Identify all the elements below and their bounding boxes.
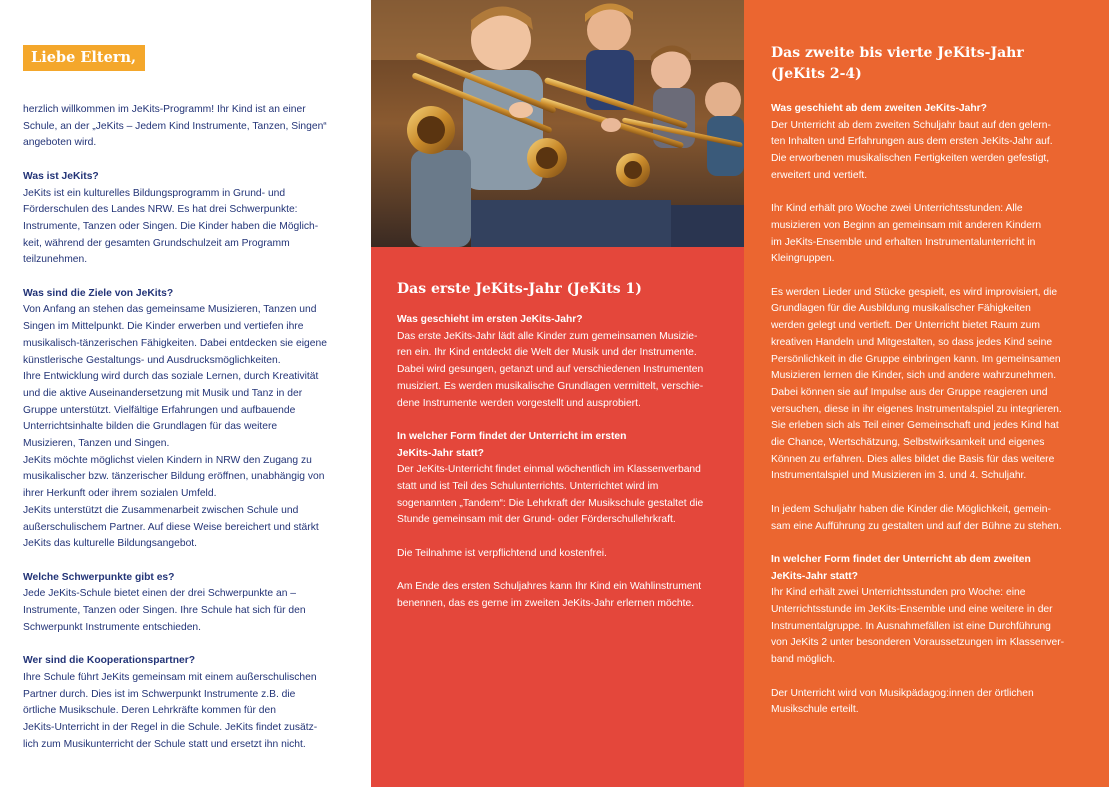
text-line: Ihre Entwicklung wird durch das soziale Lernen, durch Kreativität <box>23 371 319 383</box>
text-line: teilzunehmen. <box>23 254 88 266</box>
text-line: künstlerische Gestaltungs- und Ausdrucksmöglichkeiten. <box>23 354 281 366</box>
text-line: musikalisch-tänzerischen Fähigkeiten. Dabei entdecken sie eigene <box>23 337 327 349</box>
text-line: benennen, das es gerne im zweiten JeKits-Jahr erlernen möchte. <box>397 597 695 609</box>
left-column <box>0 0 371 787</box>
text-line: ten Inhalten und Erfahrungen aus dem ersten JeKits-Jahr auf. <box>771 136 1053 148</box>
text-line: Schwerpunkt Instrumente entschieden. <box>23 621 202 633</box>
text-line: Förderschulen des Landes NRW. Es hat drei Schwerpunkte: <box>23 204 298 216</box>
greeting-badge: Liebe Eltern, <box>23 45 145 71</box>
text-line: Der Unterricht ab dem zweiten Schuljahr baut auf den gelern- <box>771 119 1051 131</box>
section-heading-form-first-year: JeKits-Jahr statt? <box>397 447 484 459</box>
text-line: statt und ist Teil des Schulunterrichts. Unterrichtet wird im <box>397 481 659 493</box>
text-line: Der JeKits-Unterricht findet einmal wöchentlich im Klassenverband <box>397 464 701 476</box>
jekits-2-4-title: Das zweite bis vierte JeKits-Jahr (JeKits 2-4) <box>771 45 1024 82</box>
text-line: Ihr Kind erhält zwei Unterrichtsstunden pro Woche: eine <box>771 587 1026 599</box>
section-heading-first-year: Was geschieht im ersten JeKits-Jahr? <box>397 314 583 325</box>
text-line: von JeKits 2 unter besonderen Voraussetzungen im Klassenver- <box>771 637 1065 649</box>
text-line: versuchen, diese in ihr eigenes Instrumentalspiel zu integrieren. <box>771 403 1062 415</box>
section-heading-what-is: Was ist JeKits? <box>23 170 99 182</box>
text-line: Grundlagen für die Ausbildung musikalischer Fähigkeiten <box>771 303 1031 315</box>
section-heading-form-first-year: In welcher Form findet der Unterricht im ersten <box>397 430 627 442</box>
text-line: Gruppe unterstützt. Vielfältige Erfahrungen und aufbauende <box>23 404 296 416</box>
text-line: ren ein. Ihr Kind entdeckt die Welt der Musik und der Instrumente. <box>397 347 697 359</box>
section-heading-partners: Wer sind die Kooperationspartner? <box>23 655 196 667</box>
text-line: Am Ende des ersten Schuljahres kann Ihr Kind ein Wahlinstrument <box>397 581 702 593</box>
text-line: Singen im Mittelpunkt. Die Kinder erwerben und vertiefen ihre <box>23 321 304 333</box>
text-line: In jedem Schuljahr haben die Kinder die Möglichkeit, gemein- <box>771 503 1051 515</box>
text-line: erweitert und vertieft. <box>771 169 868 181</box>
text-line: JeKits möchte möglichst vielen Kindern in NRW den Zugang zu <box>23 454 312 466</box>
text-line: musikalischer bzw. tänzerischer Bildung eröffnen, unabhängig von <box>23 471 325 483</box>
text-line: Das erste JeKits-Jahr lädt alle Kinder zum gemeinsamen Musizie- <box>397 330 698 342</box>
text-line: musizieren von Beginn an gemeinsam mit anderen Kindern <box>771 219 1042 231</box>
text-line: Die Teilnahme ist verpflichtend und kostenfrei. <box>397 547 607 559</box>
section-heading-form-second-year: JeKits-Jahr statt? <box>771 570 858 582</box>
text-line: und die aktive Auseinandersetzung mit Musik und Tanz in der <box>23 387 303 399</box>
text-line: ihrer Herkunft oder ihrem sozialen Umfeld. <box>23 488 217 500</box>
text-line: Die erworbenen musikalischen Fertigkeiten werden gefestigt, <box>771 153 1050 165</box>
text-line: JeKits unterstützt die Zusammenarbeit zwischen Schule und <box>23 504 299 516</box>
children-playing-trombones-photo <box>371 0 744 247</box>
text-line: werden gelegt und vertieft. Der Unterricht bietet Raum zum <box>771 320 1040 332</box>
left-column-text <box>23 102 358 753</box>
text-line: Sie erleben sich als Teil einer Gemeinschaft und jedes Kind hat <box>771 420 1059 432</box>
section-heading-focus: Welche Schwerpunkte gibt es? <box>23 571 175 583</box>
text-line: JeKits ist ein kulturelles Bildungsprogramm in Grund- und <box>23 187 286 199</box>
text-line: Ihre Schule führt JeKits gemeinsam mit einem außerschulischen <box>23 671 317 683</box>
text-line: die Chance, Wertschätzung, Selbstwirksamkeit und eigenes <box>771 437 1045 449</box>
text-line: JeKits das kulturelle Bildungsangebot. <box>23 538 198 550</box>
text-line: Partner durch. Dies ist im Schwerpunkt Instrumente z.B. die <box>23 688 296 700</box>
section-heading-form-second-year: In welcher Form findet der Unterricht ab dem zweiten <box>771 553 1031 565</box>
text-line: Unterrichtsstunde im JeKits-Ensemble und eine weitere in der <box>771 604 1053 616</box>
text-line: Der Unterricht wird von Musikpädagog:innen der örtlichen <box>771 687 1034 699</box>
text-line: Musizieren, Tanzen und Singen. <box>23 438 170 450</box>
text-line: Jede JeKits-Schule bietet einen der drei Schwerpunkte an – <box>23 588 297 600</box>
text-line: kreativen Handeln und Mitgestalten, so dass jedes Kind seine <box>771 336 1053 348</box>
text-line: Persönlichkeit in die Gruppe einbringen kann. Im gemeinsamen <box>771 353 1061 365</box>
text-line: keit, während der gesamten Grundschulzeit am Programm <box>23 237 290 249</box>
text-line: örtliche Musikschule. Deren Lehrkräfte kommen für den <box>23 705 276 717</box>
text-line: Es werden Lieder und Stücke gespielt, es wird improvisiert, die <box>771 286 1058 298</box>
text-line: Können zu erfahren. Dies alles bildet die Basis für das weitere <box>771 453 1055 465</box>
text-line: Instrumente, Tanzen oder Singen. Ihre Schule hat sich für den <box>23 605 306 617</box>
text-line: sogenannten „Tandem“: Die Lehrkraft der Musikschule gestaltet die <box>397 497 704 509</box>
text-line: im JeKits-Ensemble und erhalten Instrumentalunterricht in <box>771 236 1036 248</box>
text-line: lich zum Musikunterricht der Schule statt und ersetzt ihn nicht. <box>23 738 306 750</box>
middle-column-text <box>397 281 722 613</box>
text-line: außerschulischem Partner. Auf diese Weise bereichert und stärkt <box>23 521 319 533</box>
text-line: band möglich. <box>771 654 836 666</box>
text-line: Dabei wird gesungen, getanzt und auf verschiedenen Instrumenten <box>397 364 704 376</box>
text-line: JeKits-Unterricht in der Regel in die Schule. JeKits findet zusätz- <box>23 721 318 733</box>
text-line: Stunde gemeinsam mit der Grund- oder Förderschullehrkraft. <box>397 514 676 526</box>
right-column <box>744 0 1109 787</box>
section-heading-second-year: Was geschieht ab dem zweiten JeKits-Jahr? <box>771 103 987 114</box>
intro-line: angeboten wird. <box>23 137 97 149</box>
text-line: dene Instrumente werden vorgestellt und ausprobiert. <box>397 397 641 409</box>
text-line: Instrumente, Tanzen oder Singen. Die Kinder haben die Möglich- <box>23 220 319 232</box>
text-line: sam eine Aufführung zu gestalten und auf der Bühne zu stehen. <box>771 520 1062 532</box>
text-line: Von Anfang an stehen das gemeinsame Musizieren, Tanzen und <box>23 304 317 316</box>
intro-line: herzlich willkommen im JeKits-Programm! Ihr Kind ist an einer <box>23 104 306 115</box>
intro-line: Schule, an der „JeKits – Jedem Kind Instrumente, Tanzen, Singen“ <box>23 120 327 132</box>
right-column-text <box>771 43 1091 719</box>
text-line: musiziert. Es werden musikalische Grundlagen vermittelt, verschie- <box>397 380 704 392</box>
middle-column <box>371 247 744 787</box>
text-line: Unterrichtsinhalte bilden die Grundlagen für das weitere <box>23 421 278 433</box>
section-heading-goals: Was sind die Ziele von JeKits? <box>23 287 174 299</box>
text-line: Musikschule erteilt. <box>771 704 859 716</box>
text-line: Instrumentalspiel und Musizieren im 3. und 4. Schuljahr. <box>771 470 1027 482</box>
text-line: Musizieren lernen die Kinder, sich und andere wahrzunehmen. <box>771 370 1057 382</box>
text-line: Instrumentalgruppe. In Ausnahmefällen ist eine Durchführung <box>771 620 1051 632</box>
jekits-1-title: Das erste JeKits-Jahr (JeKits 1) <box>397 281 642 297</box>
text-line: Ihr Kind erhält pro Woche zwei Unterrichtsstunden: Alle <box>771 203 1023 215</box>
text-line: Dabei können sie auf Impulse aus der Gruppe reagieren und <box>771 386 1048 398</box>
text-line: Kleingruppen. <box>771 253 835 265</box>
